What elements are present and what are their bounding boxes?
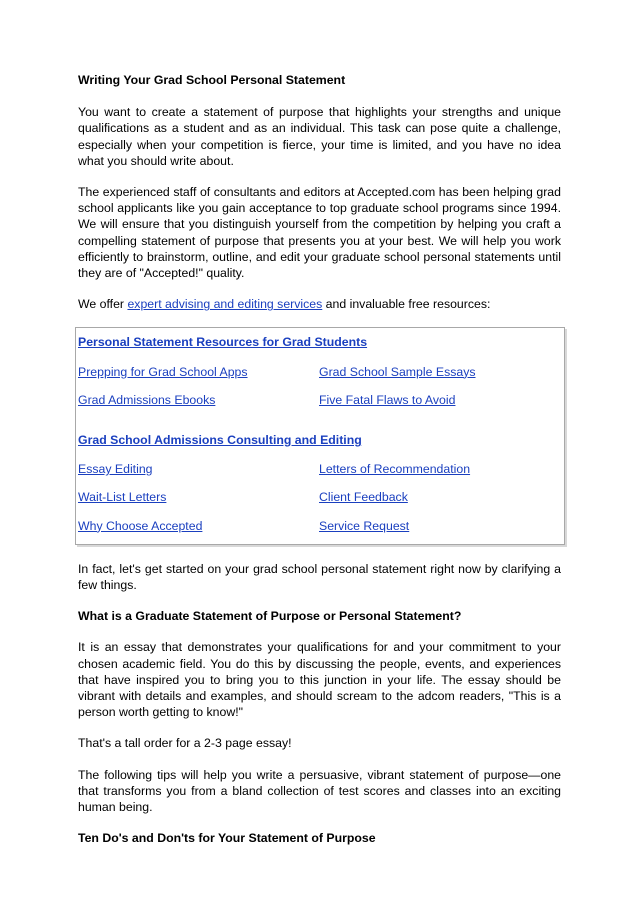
grad-school-sample-essays-link[interactable]: Grad School Sample Essays [319, 364, 476, 379]
consulting-row [78, 461, 564, 477]
resources-section-title [78, 334, 564, 350]
resources-row [78, 392, 564, 408]
tall-order-paragraph: That's a tall order for a 2-3 page essay! [78, 736, 292, 751]
subheading-dos-donts: Ten Do's and Don'ts for Your Statement of Purpose [78, 831, 376, 846]
resources-box [75, 327, 565, 544]
consulting-row [78, 518, 564, 534]
get-started-paragraph: In fact, let's get started on your grad school personal statement right now by clarifying a few things. [78, 561, 561, 593]
offer-prefix: We offer [78, 297, 128, 312]
personal-statement-resources-link[interactable]: Personal Statement Resources for Grad Students [78, 335, 368, 350]
letters-of-recommendation-link[interactable]: Letters of Recommendation [319, 462, 471, 477]
intro-paragraph-1: You want to create a statement of purpose that highlights your strengths and unique qualifications as a student and as an individual. This task can pose quite a challenge, especially when your competition is fierce, your time is limited, and you have no idea what you should write about. [78, 105, 561, 168]
subheading-what-is: What is a Graduate Statement of Purpose or Personal Statement? [78, 609, 462, 624]
document-page [78, 72, 561, 862]
why-choose-accepted-link[interactable]: Why Choose Accepted [78, 518, 203, 533]
expert-advising-link[interactable]: expert advising and editing services [127, 297, 323, 312]
consulting-section-title [78, 432, 564, 448]
intro-paragraph-2: The experienced staff of consultants and editors at Accepted.com has been helping grad school applicants like you gain acceptance to top graduate school programs since 1994. We will ensure that you distinguish yourself from the competition by helping you craft a compelling statement of purpose that presents you at your best. We will help you work efficiently to brainstorm, outline, and edit your graduate school personal statements until they are of "Accepted!" quality. [78, 185, 561, 281]
offer-paragraph [78, 296, 561, 312]
offer-suffix: and invaluable free resources: [322, 297, 491, 312]
client-feedback-link[interactable]: Client Feedback [319, 490, 408, 505]
essay-editing-link[interactable]: Essay Editing [78, 462, 153, 477]
page-title: Writing Your Grad School Personal Statement [78, 73, 346, 87]
grad-admissions-ebooks-link[interactable]: Grad Admissions Ebooks [78, 392, 216, 407]
service-request-link[interactable]: Service Request [319, 518, 410, 533]
wait-list-letters-link[interactable]: Wait-List Letters [78, 490, 167, 505]
essay-definition-paragraph: It is an essay that demonstrates your qualifications for and your commitment to your chosen academic field. You do this by discussing the people, events, and experiences that have inspired you to bring you to this junction in your life. The essay should be vibrant with details and examples, and should scream to the adcom readers, "This is a person worth getting to know!" [78, 640, 561, 720]
resources-row [78, 364, 564, 380]
five-fatal-flaws-link[interactable]: Five Fatal Flaws to Avoid [319, 392, 456, 407]
prepping-grad-school-apps-link[interactable]: Prepping for Grad School Apps [78, 364, 248, 379]
consulting-and-editing-link[interactable]: Grad School Admissions Consulting and Editing [78, 433, 362, 448]
consulting-row [78, 489, 564, 505]
tips-paragraph: The following tips will help you write a persuasive, vibrant statement of purpose—one that transforms you from a bland collection of test scores and classes into an exciting human being. [78, 767, 561, 815]
